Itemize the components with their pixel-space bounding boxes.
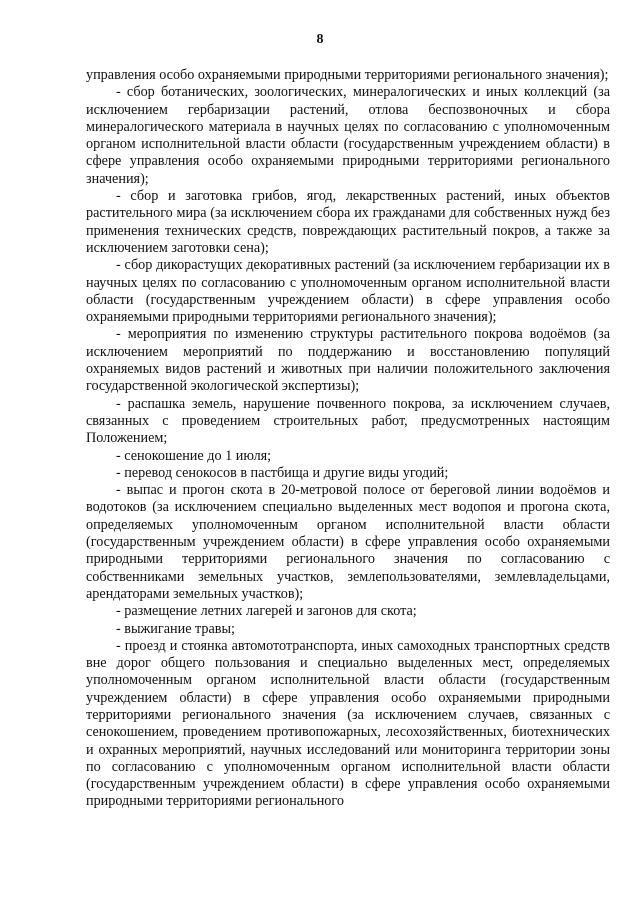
paragraph-continuation: управления особо охраняемыми природными территориями регионального значения); <box>86 67 609 83</box>
list-item: - выжигание травы; <box>116 620 235 637</box>
list-item: - сенокошение до 1 июля; <box>116 447 272 464</box>
list-item: - перевод сенокосов в пастбища и другие виды угодий; <box>116 464 449 481</box>
list-item: - мероприятия по изменению структуры растительного покрова водоёмов (за исключением мероприятий по поддержанию и восстановлению популяций охраняемых видов растений и животных при наличии положительного заключения государственной экологической экспертизы); <box>86 326 610 395</box>
list-item: - выпас и прогон скота в 20-метровой полосе от береговой линии водоёмов и водотоков (за исключением специально выделенных мест водопоя и прогона скота, определяемых уполномоченным органом исполнительной власти области (государственным учреждением области) в сфере управления особо охраняемыми природными территориями регионального значения по согласованию с собственниками земельных участков, землепользователями, землевладельцами, арендаторами земельных участков); <box>86 482 610 602</box>
list-item: - распашка земель, нарушение почвенного покрова, за исключением случаев, связанных с проведением строительных работ, предусмотренных настоящим Положением; <box>86 395 610 447</box>
list-item: - проезд и стоянка автомототранспорта, иных самоходных транспортных средств вне дорог общего пользования и специально выделенных мест, определяемых уполномоченным органом исполнительной власти области (государственным учреждением области) в сфере управления особо охраняемыми природными территориями регионального значения (за исключением случаев, связанных с сенокошением, проведением противопожарных, лесохозяйственных, биотехнических и охранных мероприятий, научных исследований или мониторинга территории зоны по согласованию с уполномоченным органом исполнительной власти области (государственным учреждением области) в сфере управления особо охраняемыми природными территориями регионального <box>86 637 610 810</box>
document-body <box>86 67 610 811</box>
page-number: 8 <box>316 32 324 47</box>
list-item: - сбор дикорастущих декоративных растений (за исключением гербаризации их в научных целях по согласованию с уполномоченным органом исполнительной власти области (государственным учреждением области) в сфере управления особо охраняемыми природными территориями регионального значения); <box>86 257 610 326</box>
list-item: - размещение летних лагерей и загонов для скота; <box>116 603 417 620</box>
list-item: - сбор ботанических, зоологических, минералогических и иных коллекций (за исключением гербаризации растений, отлова беспозвоночных и сбора минералогического материала в научных целях по согласованию с уполномоченным органом исполнительной власти области (государственным учреждением области) в сфере управления особо охраняемыми природными территориями регионального значения); <box>86 84 610 187</box>
list-item: - сбор и заготовка грибов, ягод, лекарственных растений, иных объектов растительного мира (за исключением сбора их гражданами для собственных нужд без применения технических средств, повреждающих растительный покров, а также за исключением заготовки сена); <box>86 188 610 256</box>
